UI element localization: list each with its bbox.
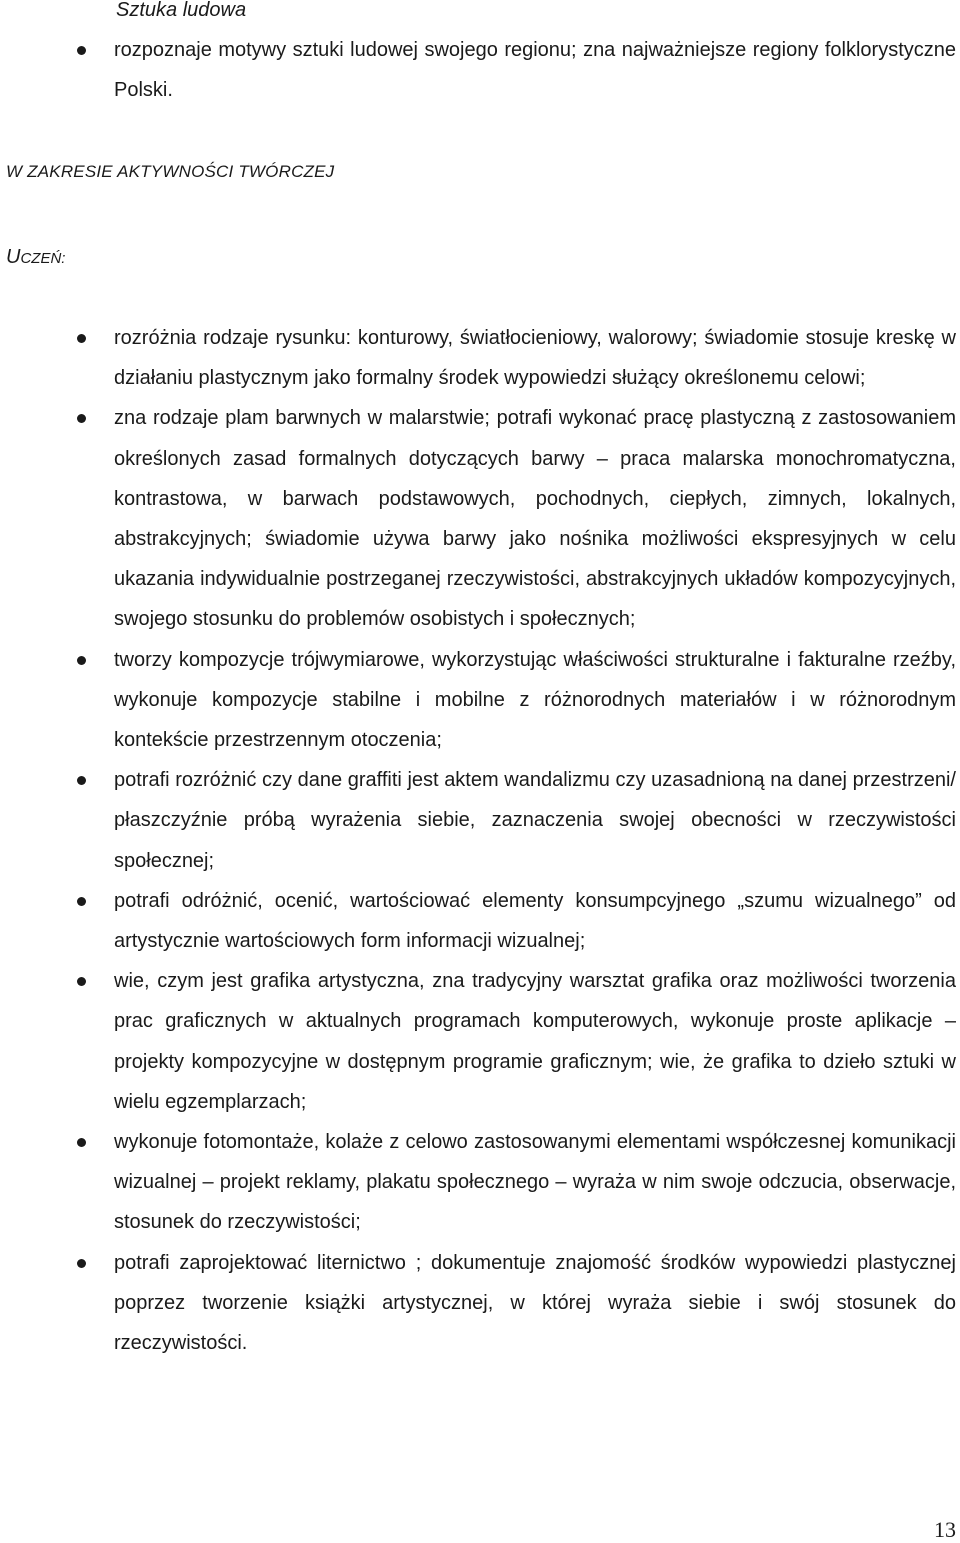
student-label-initial: U [6,246,21,268]
list-item-text: tworzy kompozycje trójwymiarowe, wykorzystując właściwości strukturalne i fakturalne rzeźby, wykonuje kompozycje stabilne i mobilne z różnorodnych materiałów i w różnorodnym kontekście przestrzennym otoczenia; [114,648,956,752]
list-item [0,640,960,761]
creative-activity-heading: W ZAKRESIE AKTYWNOŚCI TWÓRCZEJ [6,162,335,181]
bullet-icon [77,334,86,343]
list-item [0,1122,960,1243]
list-item-text: potrafi rozróżnić czy dane graffiti jest aktem wandalizmu czy uzasadnioną na danej przestrzeni/ płaszczyźnie próbą wyrażenia siebie, zaznaczenia swojej obecności w rzeczywistości społecznej; [114,769,956,872]
student-label [6,243,65,273]
list-item-text: wie, czym jest grafika artystyczna, zna tradycyjny warsztat grafika oraz możliwości tworzenia prac graficznych w aktualnych programach komputerowych, wykonuje proste aplikacje – projekty kompozycyjne w dostępnym programie graficznym; wie, że grafika to dzieło sztuki w wielu egzemplarzach; [114,970,956,1113]
list-item-text: potrafi zaprojektować liternictwo ; dokumentuje znajomość środków wypowiedzi plastycznej poprzez tworzenie książki artystycznej, w której wyraża siebie i swój stosunek do rzeczywistości. [114,1251,956,1355]
list-item [0,881,960,961]
list-item-text: wykonuje fotomontaże, kolaże z celowo zastosowanymi elementami współczesnej komunikacji wizualnej – projekt reklamy, plakatu społecznego – wyraża w nim swoje odczucia, obserwacje, stosunek do rzeczywistości; [114,1131,956,1234]
student-label-rest: CZEŃ: [20,250,66,267]
bullet-icon [77,46,86,55]
bullet-icon [77,1138,86,1147]
list-item [0,30,960,110]
bullet-icon [77,897,86,906]
page-number: 13 [934,1517,956,1542]
list-item [0,1243,960,1364]
bullet-icon [77,776,86,785]
top-bullet-list [0,30,960,110]
list-item [0,760,960,881]
bullet-icon [77,977,86,986]
main-bullet-list [0,318,960,1363]
section-title: Sztuka ludowa [116,0,247,21]
list-item-text: rozróżnia rodzaje rysunku: konturowy, światłocieniowy, walorowy; świadomie stosuje kreskę w działaniu plastycznym jako formalny środek wypowiedzi służący określonemu celowi; [114,327,956,390]
list-item-text: rozpoznaje motywy sztuki ludowej swojego regionu; zna najważniejsze regiony folklorystyczne Polski. [114,39,956,102]
list-item-text: zna rodzaje plam barwnych w malarstwie; potrafi wykonać pracę plastyczną z zastosowaniem określonych zasad formalnych dotyczących barwy – praca malarska monochromatyczna, kontrastowa, w barwach podstawowych, pochodnych, ciepłych, zimnych, lokalnych, abstrakcyjnych; świadomie używa barwy jako nośnika możliwości ekspresyjnych w celu ukazania indywidualnie postrzeganej rzeczywistości, abstrakcyjnych układów kompozycyjnych, swojego stosunku do problemów osobistych i społecznych; [114,407,956,631]
bullet-icon [77,414,86,423]
list-item [0,961,960,1122]
bullet-icon [77,656,86,665]
list-item-text: potrafi odróżnić, ocenić, wartościować elementy konsumpcyjnego „szumu wizualnego” od artystycznie wartościowych form informacji wizualnej; [114,889,956,953]
list-item [0,318,960,398]
list-item [0,398,960,639]
bullet-icon [77,1259,86,1268]
